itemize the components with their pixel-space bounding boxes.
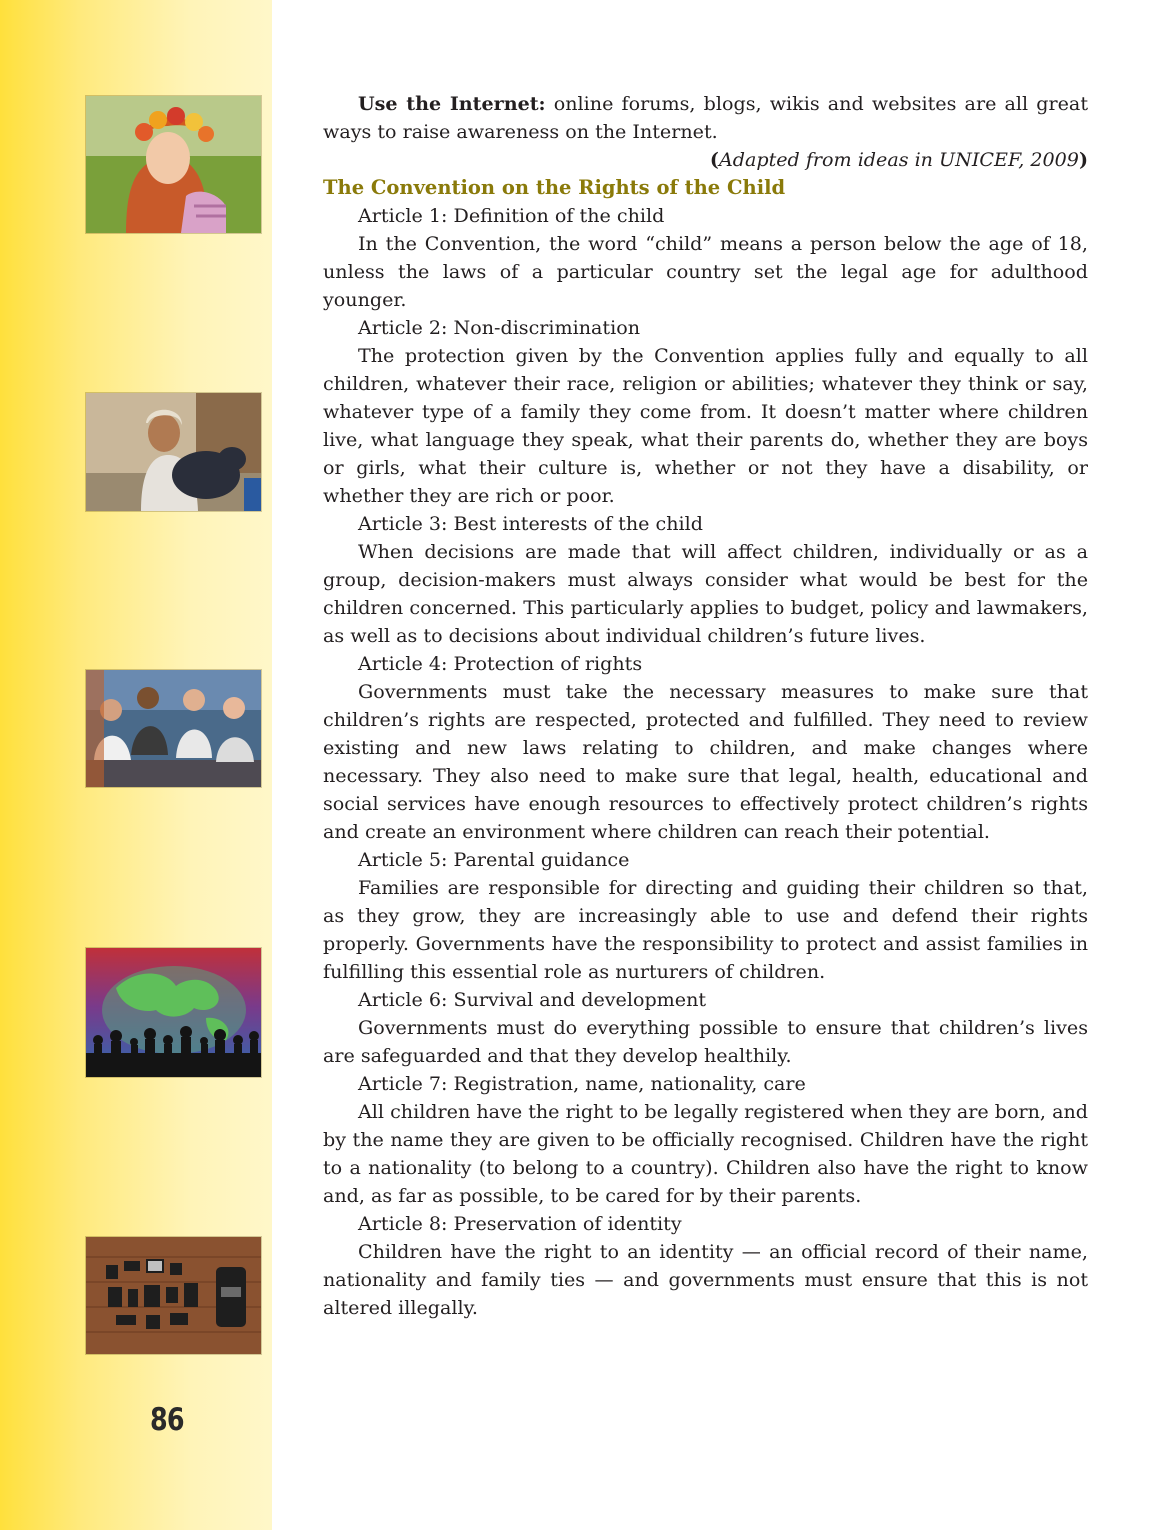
article-title: Article 6: Survival and development (358, 988, 707, 1011)
article-title: Article 4: Protection of rights (358, 652, 643, 675)
article-body: Governments must do everything possible to ensure that children’s lives are safeguarded and that they develop healthily. (323, 1016, 1088, 1067)
article-title: Article 7: Registration, name, nationality, care (358, 1072, 806, 1095)
photo-girl-flower-wreath (86, 96, 261, 233)
source-citation (323, 146, 1088, 174)
article-body: Governments must take the necessary measures to make sure that children’s rights are respected, protected and fulfilled. They need to review existing and new laws relating to children, and make changes where necessary. They also need to make sure that legal, health, educational and social services have enough resources to effectively protect children’s rights and create an environment where children can reach their potential. (323, 680, 1088, 843)
source-close-paren: ) (1078, 148, 1088, 171)
article-body: The protection given by the Convention applies fully and equally to all children, whatever their race, religion or abilities; whatever they think or say, whatever type of a family they come from. It doesn’t matter where children live, what language they speak, what their parents do, whether they are boys or girls, what their culture is, whether or not they have a disability, or whether they are rich or poor. (323, 344, 1088, 507)
article-body: All children have the right to be legally registered when they are born, and by the name they are given to be officially recognised. Children have the right to a nationality (to belong to a country). Children also have the right to know and, as far as possible, to be cared for by their parents. (323, 1100, 1088, 1207)
source-text: Adapted from ideas in UNICEF, 2009 (718, 148, 1079, 171)
photo-travel-gear-flat-lay (86, 1237, 261, 1354)
intro-paragraph (323, 90, 1088, 146)
intro-rest: online forums, blogs, wikis and websites are all great ways to raise awareness on the Internet. (323, 92, 1088, 143)
yellow-sidebar (0, 0, 272, 1530)
intro-lead: Use the Internet: (358, 92, 546, 115)
article-title: Article 1: Definition of the child (358, 204, 665, 227)
article-body: Families are responsible for directing and guiding their children so that, as they grow, they are increasingly able to use and defend their rights properly. Governments have the responsibility to protect and assist families in fulfilling this essential role as nurturers of children. (323, 876, 1088, 983)
main-text (323, 90, 1088, 1322)
article-body: When decisions are made that will affect children, individually or as a group, decision-makers must always consider what would be best for the children concerned. This particularly applies to budget, policy and lawmakers, as well as to decisions about individual children’s future lives. (323, 540, 1088, 647)
article-body: In the Convention, the word “child” means a person below the age of 18, unless the laws of a particular country set the legal age for adulthood younger. (323, 232, 1088, 311)
article-body: Children have the right to an identity — an official record of their name, nationality and family ties — and governments must ensure that this is not altered illegally. (323, 1240, 1088, 1319)
article-title: Article 5: Parental guidance (358, 848, 630, 871)
article-title: Article 3: Best interests of the child (358, 512, 703, 535)
article-title: Article 2: Non-discrimination (358, 316, 640, 339)
section-heading: The Convention on the Rights of the Child (323, 176, 786, 199)
photo-group-of-young-men (86, 670, 261, 787)
photo-child-with-dog (86, 393, 261, 511)
article-title: Article 8: Preservation of identity (358, 1212, 682, 1235)
page-number: 86 (150, 1402, 184, 1438)
source-open-paren: ( (709, 148, 719, 171)
photo-world-map-silhouettes (86, 948, 261, 1077)
